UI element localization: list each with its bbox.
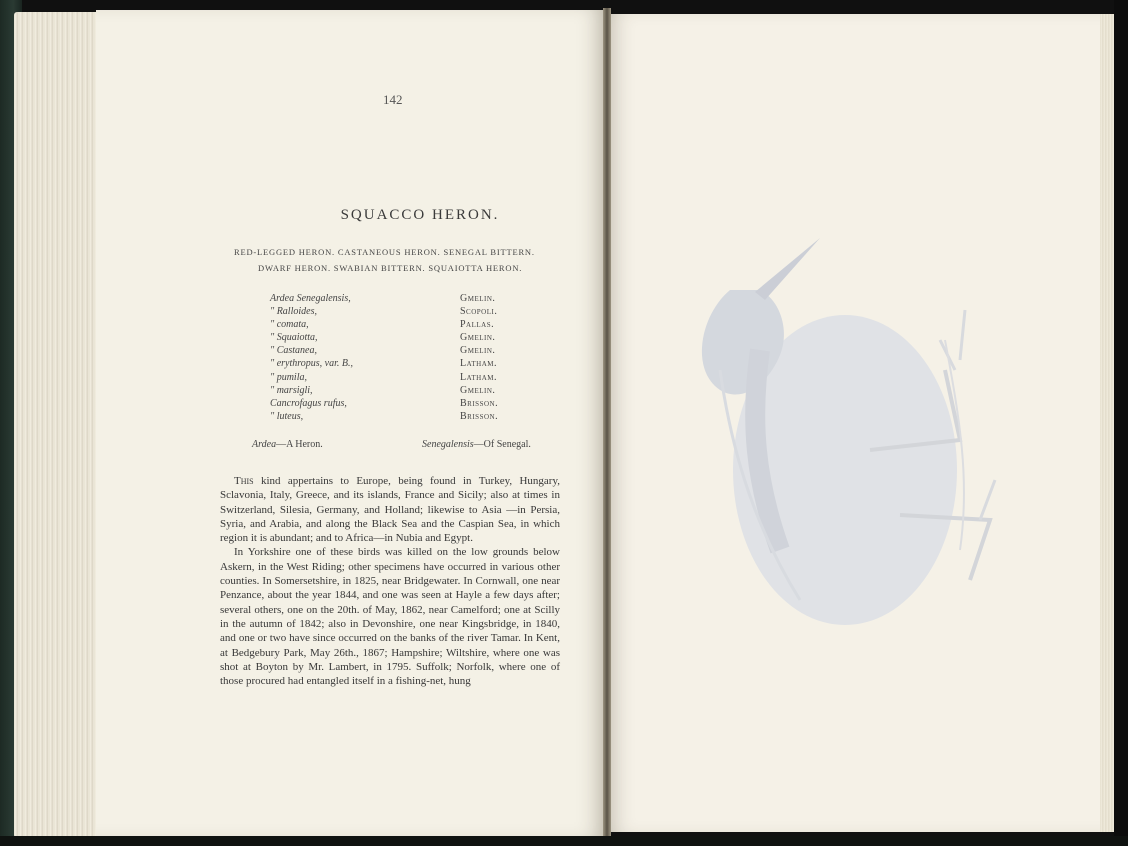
authority: Brisson.: [460, 397, 499, 409]
page-title: SQUACCO HERON.: [340, 207, 500, 223]
etymology-ardea: [252, 439, 323, 450]
authority: Latham.: [460, 358, 497, 370]
nomenclature-row: [270, 397, 520, 410]
book-cover-bottom: [0, 836, 1128, 846]
latin-name: " pumila,: [270, 371, 307, 383]
authority: Gmelin.: [460, 384, 496, 396]
nomenclature-row: [270, 357, 520, 370]
paragraph-british-records: In Yorkshire one of these birds was killed on the low grounds below Askern, in the West Riding; other specimens have occurred in various other counties. In Somersetshire, in 1825, near Bridgewater. In Cornwall, one near Penzance, about the year 1844, and one was seen at Hayle a few days after; several others, one on the 20th. of May, 1862, near Camelford; one at Scilly in the autumn of 1842; also in Devonshire, one near Kingsbridge, in 1840, and one or two have since occurred on the banks of the river Tamar. In Kent, at Bedgebury Park, May 26th., 1867; Hampshire; Wiltshire, where one was shot at Boyton by Mr. Lambert, in 1795. Suffolk; Norfolk, where one of those procured had entangled itself in a fishing-net, hung: [220, 546, 560, 688]
synonyms-line-2: DWARF HERON. SWABIAN BITTERN. SQUAIOTTA HERON.: [258, 263, 523, 273]
etymology-meaning: —A Heron.: [276, 439, 323, 450]
authority: Scopoli.: [460, 306, 498, 318]
latin-name: Cancrofagus rufus,: [270, 397, 347, 409]
latin-name: " Castanea,: [270, 345, 317, 357]
nomenclature-row: [270, 331, 520, 344]
authority: Gmelin.: [460, 293, 496, 304]
etymology-meaning: —Of Senegal.: [473, 439, 531, 450]
latin-name: " marsigli,: [270, 384, 313, 396]
synonyms-line-1: RED-LEGGED HERON. CASTANEOUS HERON. SENEGAL BITTERN.: [234, 247, 535, 257]
paragraph-distribution: [220, 474, 560, 545]
nomenclature-row: [270, 410, 520, 423]
etymology-senegalensis: [422, 439, 531, 450]
book-gutter: [603, 8, 611, 838]
heron-illustration: [660, 220, 1000, 640]
nomenclature-row: [270, 384, 520, 397]
etymology-term: Ardea: [252, 439, 277, 450]
paragraph-body: kind appertains to Europe, being found in Turkey, Hungary, Sclavonia, Italy, Greece, and its islands, France and Sicily; also at times in Switzerland, Silesia, Germany, and Holland; likewise to Asia —in Persia, Syria, and Arabia, and along the Black Sea and the Caspian Sea, in which region it is abundant; and to Africa—in Nubia and Egypt.: [220, 475, 560, 545]
book-cover-right: [1114, 0, 1128, 846]
nomenclature-row: [270, 344, 520, 357]
authority: Gmelin.: [460, 332, 496, 344]
latin-name: Ardea Senegalensis,: [270, 293, 351, 304]
nomenclature-row: [270, 305, 520, 318]
latin-name: " Squaiotta,: [270, 332, 318, 344]
nomenclature-row: [270, 371, 520, 384]
latin-name: " erythropus, var. B.,: [270, 358, 353, 370]
latin-name: " Ralloides,: [270, 306, 317, 318]
nomenclature-row: [270, 318, 520, 331]
authority: Pallas.: [460, 319, 495, 331]
authority: Gmelin.: [460, 345, 496, 357]
latin-name: " luteus,: [270, 410, 304, 422]
nomenclature-list: [270, 292, 520, 423]
left-page: [96, 10, 606, 836]
paragraph-lead: This: [234, 475, 254, 487]
page-number: 142: [383, 92, 403, 107]
authority: Brisson.: [460, 410, 499, 422]
latin-name: " comata,: [270, 319, 309, 331]
nomenclature-row: [270, 292, 520, 305]
etymology-term: Senegalensis: [422, 439, 474, 450]
body-text: [220, 474, 560, 688]
authority: Latham.: [460, 371, 497, 383]
